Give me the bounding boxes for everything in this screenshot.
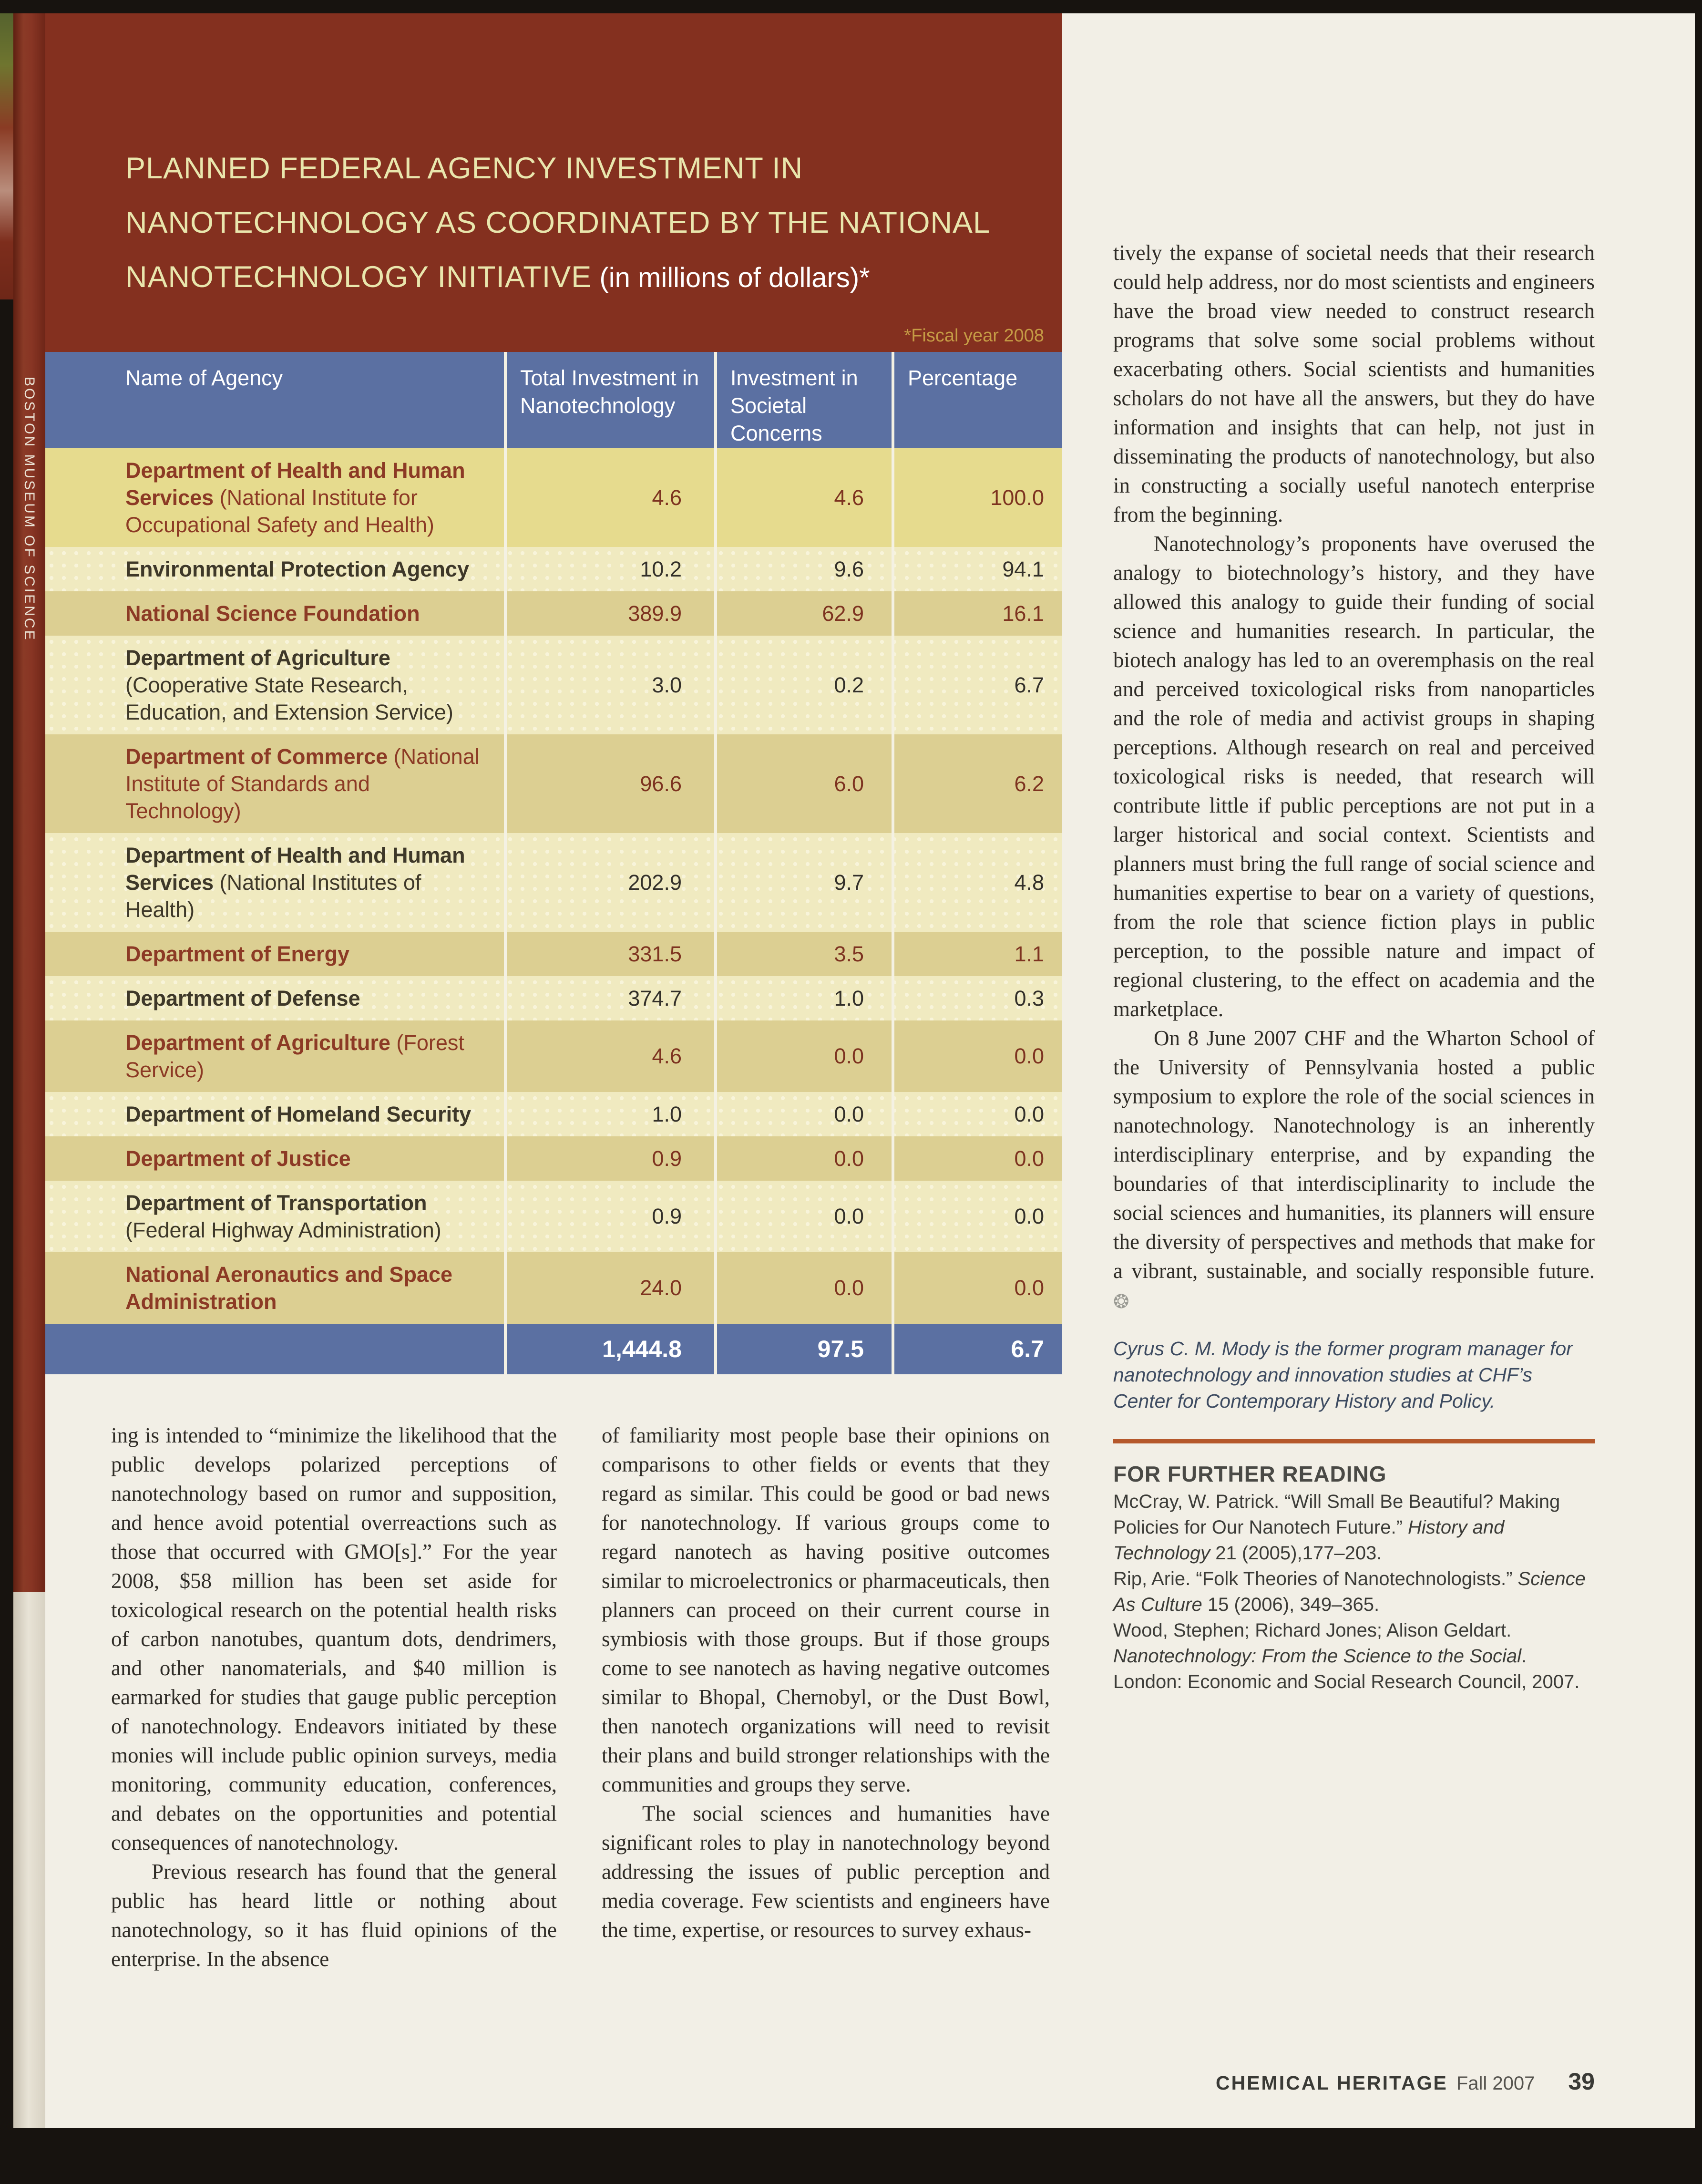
- agency-name: Department of Homeland Security: [125, 1102, 472, 1126]
- agency-name-cell: [45, 1020, 504, 1092]
- percentage-value: 0.0: [892, 1092, 1062, 1136]
- total-investment-value: 3.0: [504, 636, 714, 734]
- agency-name-cell: [45, 932, 504, 976]
- table-title-line: NANOTECHNOLOGY INITIATIVE (in millions of dollars)*: [125, 260, 870, 294]
- agency-subunit-note: (Forest Service): [125, 1030, 464, 1082]
- table-row: [45, 1020, 1062, 1092]
- agency-name-cell: [45, 833, 504, 932]
- magazine-page: [45, 13, 1695, 2128]
- article-paragraph: of familiarity most people base their opinions on comparisons to other fields or events that they regard as similar. This could be good or bad news for nanotechnology. If various groups come to regard nanotech as having positive outcomes similar to microelectronics or pharmaceuticals, then planners can proceed on their current course in symbiosis with those groups. But if those groups come to see nanotech as having negative outcomes similar to Bhopal, Chernobyl, or the Dust Bowl, then nanotech organizations will need to revisit their plans and build stronger relationships with the communities and groups they serve.: [602, 1423, 1050, 1796]
- agency-subunit-note: (Federal Highway Administration): [125, 1218, 441, 1242]
- reference-entry: [1113, 1566, 1595, 1617]
- agency-subunit-note: (National Institutes of Health): [125, 870, 421, 922]
- table-total-row: [45, 1324, 1062, 1374]
- reference-text: Wood, Stephen; Richard Jones; Alison Geldart.: [1113, 1620, 1512, 1641]
- percentage-value: 0.3: [892, 976, 1062, 1020]
- further-reading-rule: [1113, 1439, 1595, 1443]
- author-credit: Cyrus C. M. Mody is the former program manager for nanotechnology and innovation studies at CHF’s Center for Contemporary History and Policy.: [1113, 1338, 1573, 1412]
- societal-investment-value: 0.0: [714, 1252, 892, 1324]
- reference-entry: [1113, 1489, 1595, 1566]
- agency-name: Department of Agriculture (Cooperative State Research, Education, and Extension Service): [125, 646, 453, 724]
- societal-investment-value: 62.9: [714, 591, 892, 636]
- societal-investment-value: 9.6: [714, 547, 892, 591]
- table-row: [45, 1181, 1062, 1252]
- agency-name-cell: [45, 734, 504, 833]
- table-row: [45, 976, 1062, 1020]
- total-investment-value: 24.0: [504, 1252, 714, 1324]
- percentage-value: 0.0: [892, 1020, 1062, 1092]
- agency-name-cell: [45, 1181, 504, 1252]
- article-column-middle: [602, 1421, 1050, 1945]
- societal-investment-value: 0.2: [714, 636, 892, 734]
- table-row: [45, 591, 1062, 636]
- table-title-line: PLANNED FEDERAL AGENCY INVESTMENT IN: [125, 152, 803, 185]
- col-header-societal-investment: Investment in Societal Concerns: [714, 352, 892, 448]
- reference-title-italic: Science As Culture: [1113, 1568, 1586, 1615]
- total-investment-value: 374.7: [504, 976, 714, 1020]
- total-investment-value: 1.0: [504, 1092, 714, 1136]
- table-row: [45, 547, 1062, 591]
- percentage-value: 6.2: [892, 734, 1062, 833]
- table-title-line: NANOTECHNOLOGY AS COORDINATED BY THE NATIONAL: [125, 206, 991, 239]
- total-investment-value: 10.2: [504, 547, 714, 591]
- agency-subunit-note: (Cooperative State Research, Education, and Extension Service): [125, 673, 453, 724]
- reference-title-italic: History and Technology: [1113, 1517, 1505, 1564]
- col-header-percentage: Percentage: [892, 352, 1062, 448]
- agency-name-cell: [45, 1092, 504, 1136]
- table-row: [45, 1092, 1062, 1136]
- percentage-total: 6.7: [892, 1324, 1062, 1374]
- percentage-value: 0.0: [892, 1181, 1062, 1252]
- investment-table: [45, 352, 1062, 1374]
- table-row: [45, 833, 1062, 932]
- article-paragraph: Nanotechnology’s proponents have overused the analogy to biotechnology’s history, and they have allowed this analogy to guide their funding of social science and humanities research. In particular, the biotech analogy has led to an overemphasis on the real and perceived toxicological risks from nanoparticles and the role of media and activist groups in shaping perceptions. Although research on real and perceived toxicological risks is needed, that research will contribute little if public perceptions are not put in a larger historical and social context. Scientists and planners must bring the full range of social science and humanities expertise to bear on a variety of questions, from the role that science fiction plays in public perception, to the possible nature and impact of regional clustering, to the effect on academia and the marketplace.: [1113, 532, 1595, 1021]
- total-investment-value: 4.6: [504, 1020, 714, 1092]
- col-header-agency: Name of Agency: [125, 366, 283, 390]
- total-investment-value: 331.5: [504, 932, 714, 976]
- further-reading-heading: FOR FURTHER READING: [1113, 1462, 1387, 1486]
- agency-name: National Aeronautics and Space Administration: [125, 1262, 453, 1314]
- agency-name-cell: [45, 547, 504, 591]
- table-title-block: [45, 13, 1062, 352]
- agency-name-cell: [45, 591, 504, 636]
- table-header-row: [45, 352, 1062, 448]
- agency-subunit-note: (National Institute for Occupational Safety and Health): [125, 485, 434, 537]
- societal-investment-value: 1.0: [714, 976, 892, 1020]
- agency-name: Department of Health and Human Services (National Institutes of Health): [125, 843, 465, 922]
- article-column-left: [111, 1421, 557, 1974]
- article-paragraph: The social sciences and humanities have significant roles to play in nanotechnology beyond addressing the issues of public perception and media coverage. Few scientists and engineers have the time, expertise, or resources to survey exhaus-: [602, 1802, 1050, 1942]
- reference-entry: [1113, 1617, 1595, 1695]
- agency-name: Department of Agriculture (Forest Service): [125, 1030, 464, 1082]
- societal-investment-value: 3.5: [714, 932, 892, 976]
- agency-name-cell: [45, 1252, 504, 1324]
- total-investment-value: 0.9: [504, 1136, 714, 1181]
- agency-name: Department of Commerce (National Institute of Standards and Technology): [125, 744, 480, 823]
- issue-label: Fall 2007: [1456, 2073, 1535, 2094]
- agency-name: Department of Transportation (Federal Highway Administration): [125, 1191, 441, 1242]
- agency-name-cell: [45, 1136, 504, 1181]
- photo-credit-vertical: BOSTON MUSEUM OF SCIENCE: [21, 377, 37, 642]
- percentage-value: 0.0: [892, 1252, 1062, 1324]
- agency-name: Department of Energy: [125, 942, 350, 966]
- article-column-right: [1113, 238, 1595, 1695]
- col-header-total-investment: Total Investment in Nanotechnology: [504, 352, 714, 448]
- percentage-value: 4.8: [892, 833, 1062, 932]
- article-paragraph: Previous research has found that the general public has heard little or nothing about nanotechnology, so it has fluid opinions of the enterprise. In the absence: [111, 1860, 557, 1971]
- percentage-value: 0.0: [892, 1136, 1062, 1181]
- total-investment-value: 0.9: [504, 1181, 714, 1252]
- reference-text: . London: Economic and Social Research Council, 2007.: [1113, 1646, 1580, 1692]
- total-investment-sum: 1,444.8: [504, 1324, 714, 1374]
- agency-name: Environmental Protection Agency: [125, 557, 469, 581]
- article-paragraph: tively the expanse of societal needs that their research could help address, nor do most scientists and engineers have the broad view needed to construct research programs that solve some social problems without exacerbating others. Social scientists and humanities scholars do not have all the answers, but they do have information and insights that can help, not just in disseminating the products of nanotechnology, but also in constructing a socially useful nanotech enterprise from the beginning.: [1113, 241, 1595, 526]
- agency-name: National Science Foundation: [125, 601, 420, 626]
- societal-investment-value: 6.0: [714, 734, 892, 833]
- total-investment-value: 389.9: [504, 591, 714, 636]
- end-of-article-ornament: ❂: [1113, 1291, 1129, 1312]
- total-row-spacer: [45, 1324, 504, 1374]
- percentage-value: 16.1: [892, 591, 1062, 636]
- percentage-value: 6.7: [892, 636, 1062, 734]
- agency-name-cell: [45, 448, 504, 547]
- fiscal-year-footnote: *Fiscal year 2008: [904, 326, 1044, 346]
- table-row: [45, 448, 1062, 547]
- table-row: [45, 1136, 1062, 1181]
- total-investment-value: 202.9: [504, 833, 714, 932]
- article-paragraph: On 8 June 2007 CHF and the Wharton School of the University of Pennsylvania hosted a public symposium to explore the role of the social sciences in nanotechnology. Nanotechnology is an inherently interdisciplinary enterprise, and by expanding the boundaries of that interdisciplinarity to include the social sciences and humanities, its planners will ensure the diversity of perspectives and methods that make for a vibrant, sustainable, and socially responsible future. ❂: [1113, 1026, 1595, 1312]
- agency-name: Department of Defense: [125, 986, 360, 1010]
- agency-name: Department of Justice: [125, 1146, 351, 1171]
- agency-name: Department of Health and Human Services (National Institute for Occupational Safety and Health): [125, 458, 465, 537]
- societal-investment-value: 9.7: [714, 833, 892, 932]
- total-investment-value: 96.6: [504, 734, 714, 833]
- table-row: [45, 1252, 1062, 1324]
- page-footer: [1113, 2068, 1595, 2095]
- page-edge: [13, 1592, 47, 2128]
- table-body: [45, 448, 1062, 1324]
- further-reading-entries: [1113, 1489, 1595, 1695]
- table-row: [45, 734, 1062, 833]
- societal-investment-value: 4.6: [714, 448, 892, 547]
- agency-name-cell: [45, 976, 504, 1020]
- table-row: [45, 932, 1062, 976]
- reference-text: McCray, W. Patrick. “Will Small Be Beautiful? Making Policies for Our Nanotech Future.”: [1113, 1491, 1560, 1538]
- agency-subunit-note: (National Institute of Standards and Technology): [125, 744, 480, 823]
- reference-text: 21 (2005),177–203.: [1210, 1543, 1382, 1564]
- percentage-value: 1.1: [892, 932, 1062, 976]
- societal-investment-sum: 97.5: [714, 1324, 892, 1374]
- reference-text: Rip, Arie. “Folk Theories of Nanotechnologists.”: [1113, 1568, 1518, 1589]
- societal-investment-value: 0.0: [714, 1092, 892, 1136]
- percentage-value: 100.0: [892, 448, 1062, 547]
- percentage-value: 94.1: [892, 547, 1062, 591]
- page-number: 39: [1568, 2068, 1595, 2095]
- table-title-units: (in millions of dollars)*: [592, 262, 870, 293]
- agency-name-cell: [45, 636, 504, 734]
- article-right-paragraphs: [1113, 238, 1595, 1317]
- reference-title-italic: Nanotechnology: From the Science to the Social: [1113, 1646, 1522, 1667]
- table-row: [45, 636, 1062, 734]
- societal-investment-value: 0.0: [714, 1136, 892, 1181]
- article-paragraph: ing is intended to “minimize the likelihood that the public develops polarized perceptions of nanotechnology based on rumor and supposition, and hence avoid potential overreactions such as those that occurred with GMO[s].” For the year 2008, $58 million has been set aside for toxicological research on the potential health risks of carbon nanotubes, quantum dots, dendrimers, and other nanomaterials, and $40 million is earmarked for studies that gauge public perception of nanotechnology. Endeavors initiated by these monies will include public opinion surveys, media monitoring, community education, conferences, and debates on the opportunities and potential consequences of nanotechnology.: [111, 1423, 557, 1854]
- table-title: [125, 141, 1031, 305]
- societal-investment-value: 0.0: [714, 1020, 892, 1092]
- reference-text: 15 (2006), 349–365.: [1202, 1594, 1380, 1615]
- societal-investment-value: 0.0: [714, 1181, 892, 1252]
- magazine-name: CHEMICAL HERITAGE: [1215, 2072, 1448, 2094]
- total-investment-value: 4.6: [504, 448, 714, 547]
